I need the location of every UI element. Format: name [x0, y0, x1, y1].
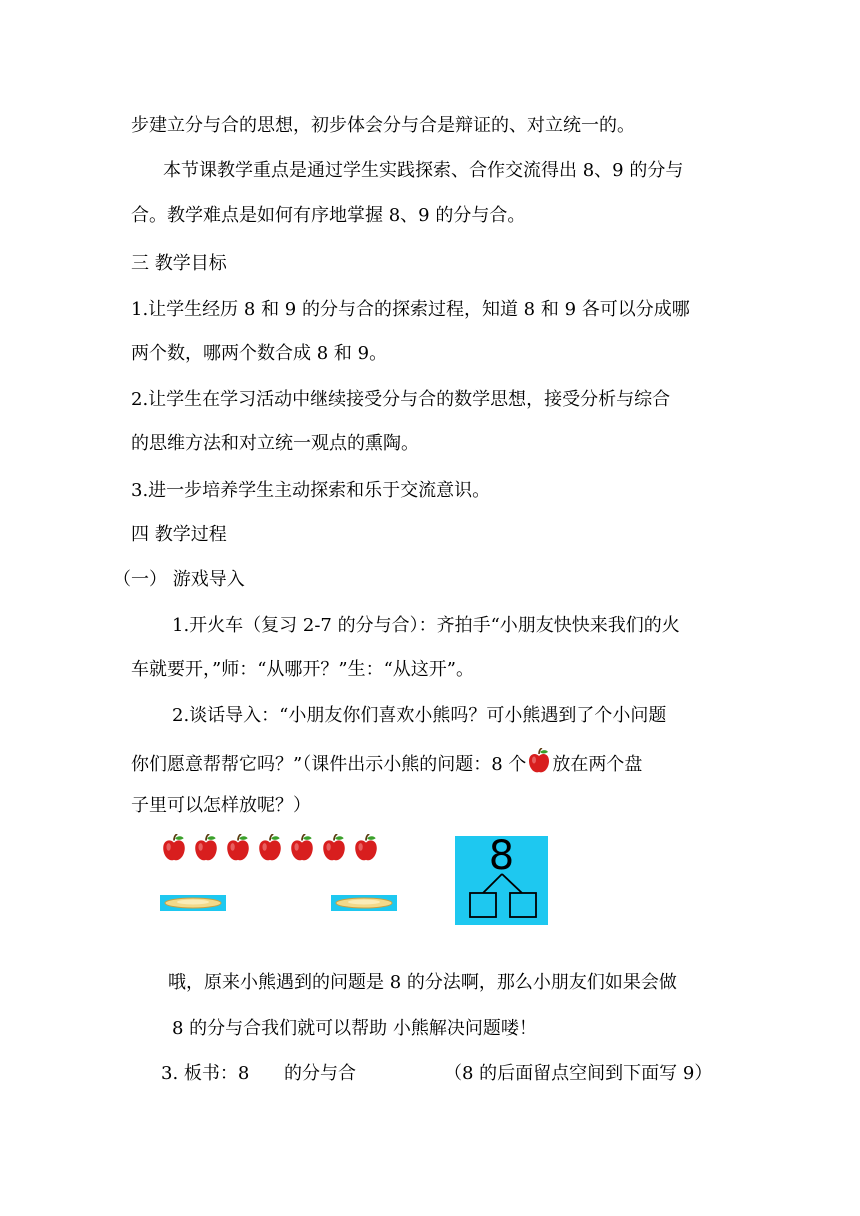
text-line-19-a: 3. 板书：8: [161, 1063, 250, 1084]
number-split-diagram: [455, 833, 548, 925]
apple-icon: [256, 834, 284, 862]
apple-icon: [528, 748, 550, 781]
text-line-6: 两个数，哪两个数合成 8 和 9。: [131, 343, 388, 364]
text-line-5: 1.让学生经历 8 和 9 的分与合的探索过程，知道 8 和 9 各可以分成哪: [131, 299, 690, 320]
text-line-18: 8 的分与合我们就可以帮助 小熊解决问题喽！: [172, 1018, 537, 1039]
diagram-number: 8: [488, 833, 515, 879]
apple-icon: [288, 834, 316, 862]
apple-icon: [352, 834, 380, 862]
text-line-19-b: 的分与合: [284, 1063, 356, 1084]
text-line-9: 3.进一步培养学生主动探索和乐于交流意识。: [131, 480, 491, 501]
text-line-12: 1.开火车（复习 2-7 的分与合）：齐拍手“小朋友快快来我们的火: [172, 615, 680, 636]
text-line-7: 2.让学生在学习活动中继续接受分与合的数学思想，接受分析与综合: [131, 389, 671, 410]
apple-icon: [192, 834, 220, 862]
text-line-3: 合。教学难点是如何有序地掌握 8、9 的分与合。: [131, 205, 526, 226]
plate-left: [160, 895, 226, 911]
text-line-14: 2.谈话导入：“小朋友你们喜欢小熊吗？可小熊遇到了个小问题: [172, 705, 667, 726]
apple-icon: [320, 834, 348, 862]
text-line-17: 哦，原来小熊遇到的问题是 8 的分法啊，那么小朋友们如果会做: [168, 972, 677, 993]
text-line-19-c: （8 的后面留点空间到下面写 9）: [444, 1063, 713, 1084]
apple-icon: [224, 834, 252, 862]
apple-icon: [160, 834, 188, 862]
diagram-box-right: [510, 893, 536, 917]
subheading-game-intro: （一） 游戏导入: [113, 569, 245, 590]
text-line-15-end: 放在两个盘: [552, 754, 643, 775]
text-line-15-start: 你们愿意帮帮它吗？”（课件出示小熊的问题：8 个: [131, 754, 527, 775]
text-line-13: 车就要开，”师：“从哪开？”生：“从这开”。: [131, 659, 475, 680]
text-line-8: 的思维方法和对立统一观点的熏陶。: [131, 433, 419, 454]
section-heading-goals: 三 教学目标: [131, 253, 227, 274]
text-line-15: [131, 748, 642, 781]
text-line-1: 步建立分与合的思想，初步体会分与合是辩证的、对立统一的。: [131, 115, 635, 136]
text-line-2: 本节课教学重点是通过学生实践探索、合作交流得出 8、9 的分与: [163, 160, 684, 181]
diagram-box-left: [470, 893, 496, 917]
section-heading-process: 四 教学过程: [131, 524, 227, 545]
apple-row: [160, 834, 380, 862]
text-line-16: 子里可以怎样放呢？）: [131, 795, 311, 816]
plate-right: [331, 895, 397, 911]
